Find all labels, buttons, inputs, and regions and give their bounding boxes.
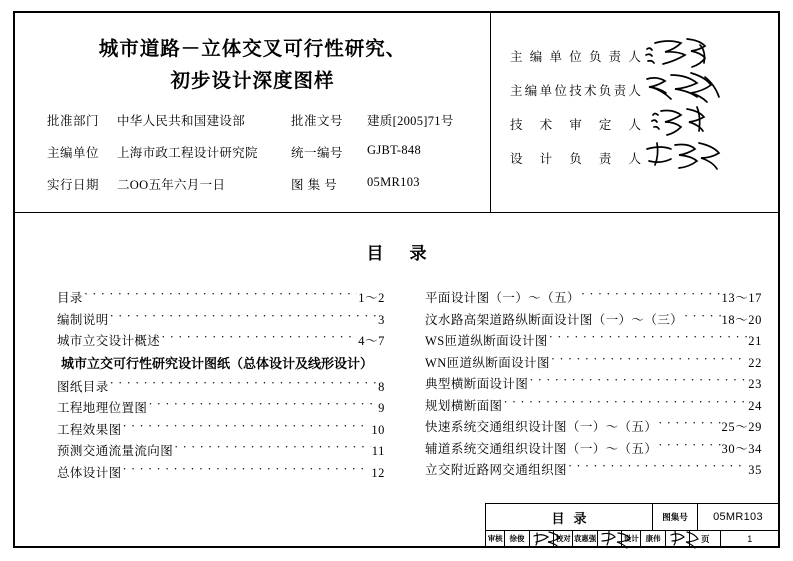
- toc-entry-page: 11: [371, 444, 386, 458]
- signature-row: [491, 73, 778, 107]
- leader-dots: [148, 400, 377, 412]
- toc-entry-page: 8: [378, 379, 386, 394]
- toc-entry[interactable]: [57, 420, 385, 442]
- header-metadata: [15, 111, 490, 207]
- toc-entry-label: 工程效果图: [57, 422, 122, 437]
- toc-entry[interactable]: [57, 377, 385, 399]
- metadata-row: [15, 175, 490, 207]
- toc-entry[interactable]: [57, 441, 385, 463]
- approval-document-no-value: 建质[2005]71号: [367, 114, 454, 128]
- toc-section-heading-label: 城市立交可行性研究设计图纸（总体设计及线形设计）: [61, 356, 374, 372]
- chief-unit-technical-responsible-label: 主 编 单 位 技 术 负 责 人: [510, 84, 641, 98]
- toc-entry-label: 快速系统交通组织设计图（一）～（五）: [425, 420, 658, 434]
- metadata-row: [15, 111, 490, 143]
- toc-entry-label: 目录: [57, 291, 83, 305]
- toc-entry[interactable]: [425, 374, 762, 396]
- toc-entry-label: 城市立交设计概述: [57, 334, 161, 348]
- toc-entry-page: 13～17: [721, 291, 762, 305]
- toc-entry[interactable]: [57, 288, 385, 310]
- toc-entry-label: 规划横断面图: [425, 398, 503, 413]
- toc-entry-page: 12: [371, 465, 386, 480]
- leader-dots: [123, 422, 371, 434]
- document-title: [15, 13, 490, 97]
- toc-entry-label: WS匝道纵断面设计图: [425, 334, 548, 348]
- leader-dots: [110, 312, 378, 324]
- effective-date-label: 实行日期: [47, 178, 100, 192]
- toc-entry[interactable]: [57, 310, 385, 332]
- toc-entry[interactable]: [425, 353, 762, 375]
- leader-dots: [174, 443, 371, 455]
- technical-reviewer-label: 技 术 审 定 人: [510, 118, 641, 132]
- leader-dots: [123, 465, 371, 477]
- signature-panel: [491, 13, 778, 212]
- title-block-name-review: 徐俊: [505, 531, 529, 546]
- title-block-name-check: 袁惠强: [573, 531, 597, 546]
- title-block-signature-design: [666, 531, 690, 546]
- title-block-atlas-label: 图集号: [653, 504, 698, 530]
- leader-dots: [529, 376, 747, 388]
- leader-dots: [551, 355, 747, 367]
- atlas-number-label: 图 集 号: [291, 178, 338, 192]
- toc-entry-page: 4～7: [358, 334, 386, 348]
- chief-unit-responsible-label: 主 编 单 位 负 责 人: [510, 50, 641, 64]
- toc-entry-page: 24: [748, 398, 762, 413]
- toc-entry-label: 图纸目录: [57, 379, 109, 394]
- approval-department-value: 中华人民共和国建设部: [117, 114, 246, 128]
- toc-entry-label: 汶水路高架道路纵断面设计图（一）～（三）: [425, 312, 684, 327]
- toc-entry-page: 23: [748, 377, 762, 391]
- title-block-atlas-value: 05MR103: [713, 511, 763, 523]
- title-block-role-check: 校对: [554, 531, 573, 546]
- unified-number-value: GJBT-848: [367, 143, 422, 157]
- title-block-role-review: 审核: [486, 531, 505, 546]
- contents-area: [15, 212, 778, 546]
- toc-entry[interactable]: [425, 460, 762, 482]
- signature-row: [491, 141, 778, 175]
- title-block-upper-row: [486, 504, 778, 531]
- document-title-line-2: 初步设计深度图样: [170, 69, 335, 92]
- toc-entry-label: 典型横断面设计图: [425, 377, 529, 391]
- toc-entry-label: 平面设计图（一）～（五）: [425, 291, 580, 305]
- title-block-page-value: 1: [747, 533, 753, 544]
- leader-dots: [684, 312, 720, 324]
- atlas-number-value: 05MR103: [367, 175, 420, 189]
- header-band: [15, 13, 778, 212]
- leader-dots: [581, 290, 721, 302]
- toc-entry-label: 总体设计图: [57, 465, 122, 480]
- toc-entry-page: 30～34: [721, 441, 762, 456]
- toc-entry-page: 22: [748, 355, 762, 370]
- toc-columns: [15, 288, 778, 484]
- toc-entry-label: WN匝道纵断面设计图: [425, 355, 550, 370]
- design-responsible-label: 设 计 负 责 人: [510, 152, 641, 166]
- approval-document-no-label: 批准文号: [291, 114, 344, 128]
- toc-section-heading: [57, 353, 385, 377]
- toc-entry-page: 25～29: [721, 420, 762, 434]
- toc-column-right: [397, 288, 778, 484]
- contents-heading: 目录: [366, 244, 453, 264]
- toc-entry-page: 35: [748, 463, 762, 477]
- toc-entry-page: 3: [378, 312, 386, 327]
- toc-entry-label: 辅道系统交通组织设计图（一）～（五）: [425, 441, 658, 456]
- signature-row: [491, 107, 778, 141]
- leader-dots: [568, 462, 747, 474]
- leader-dots: [658, 419, 720, 431]
- leader-dots: [161, 333, 357, 345]
- toc-entry-label: 编制说明: [57, 312, 109, 327]
- toc-entry-page: 10: [371, 422, 386, 437]
- leader-dots: [110, 379, 378, 391]
- leader-dots: [658, 441, 720, 453]
- toc-entry[interactable]: [425, 310, 762, 332]
- approval-department-label: 批准部门: [47, 114, 100, 128]
- metadata-row: [15, 143, 490, 175]
- title-block-signature-check: [598, 531, 622, 546]
- title-block-page-label: 页: [690, 531, 721, 546]
- leader-dots: [84, 290, 357, 302]
- header-left-panel: [15, 13, 491, 212]
- document-title-line-1: 城市道路－立体交叉可行性研究、: [98, 37, 407, 60]
- chief-editor-unit-value: 上海市政工程设计研究院: [117, 146, 258, 160]
- toc-entry[interactable]: [57, 331, 385, 353]
- toc-entry[interactable]: [425, 439, 762, 461]
- toc-entry[interactable]: [425, 331, 762, 353]
- toc-entry-label: 工程地理位置图: [57, 401, 148, 415]
- toc-entry-page: 18～20: [721, 312, 762, 327]
- title-block-signature-review: [530, 531, 554, 546]
- toc-entry[interactable]: [425, 417, 762, 439]
- toc-entry-label: 预测交通流量流向图: [57, 444, 174, 458]
- toc-entry[interactable]: [57, 463, 385, 485]
- title-block-role-design: 设计: [622, 531, 641, 546]
- toc-entry-label: 立交附近路网交通组织图: [425, 463, 567, 477]
- title-block-name-design: 康伟: [641, 531, 665, 546]
- toc-entry-page: 21: [748, 334, 762, 348]
- signature-mark-4: [641, 141, 778, 175]
- title-block: [485, 503, 778, 546]
- drawing-sheet-frame: [13, 11, 780, 548]
- leader-dots: [503, 398, 747, 410]
- toc-column-left: [15, 288, 397, 484]
- unified-number-label: 统一编号: [291, 146, 344, 160]
- toc-entry-page: 1～2: [358, 291, 386, 305]
- signature-row: [491, 39, 778, 73]
- toc-entry-page: 9: [378, 401, 386, 415]
- toc-entry[interactable]: [425, 288, 762, 310]
- leader-dots: [549, 333, 748, 345]
- title-block-sheet-title: 目录: [486, 504, 653, 530]
- signature-rows: [491, 39, 778, 175]
- chief-editor-unit-label: 主编单位: [47, 146, 100, 160]
- effective-date-value: 二OO五年六月一日: [117, 178, 226, 192]
- title-block-lower-row: [486, 531, 778, 546]
- toc-entry[interactable]: [425, 396, 762, 418]
- toc-entry[interactable]: [57, 398, 385, 420]
